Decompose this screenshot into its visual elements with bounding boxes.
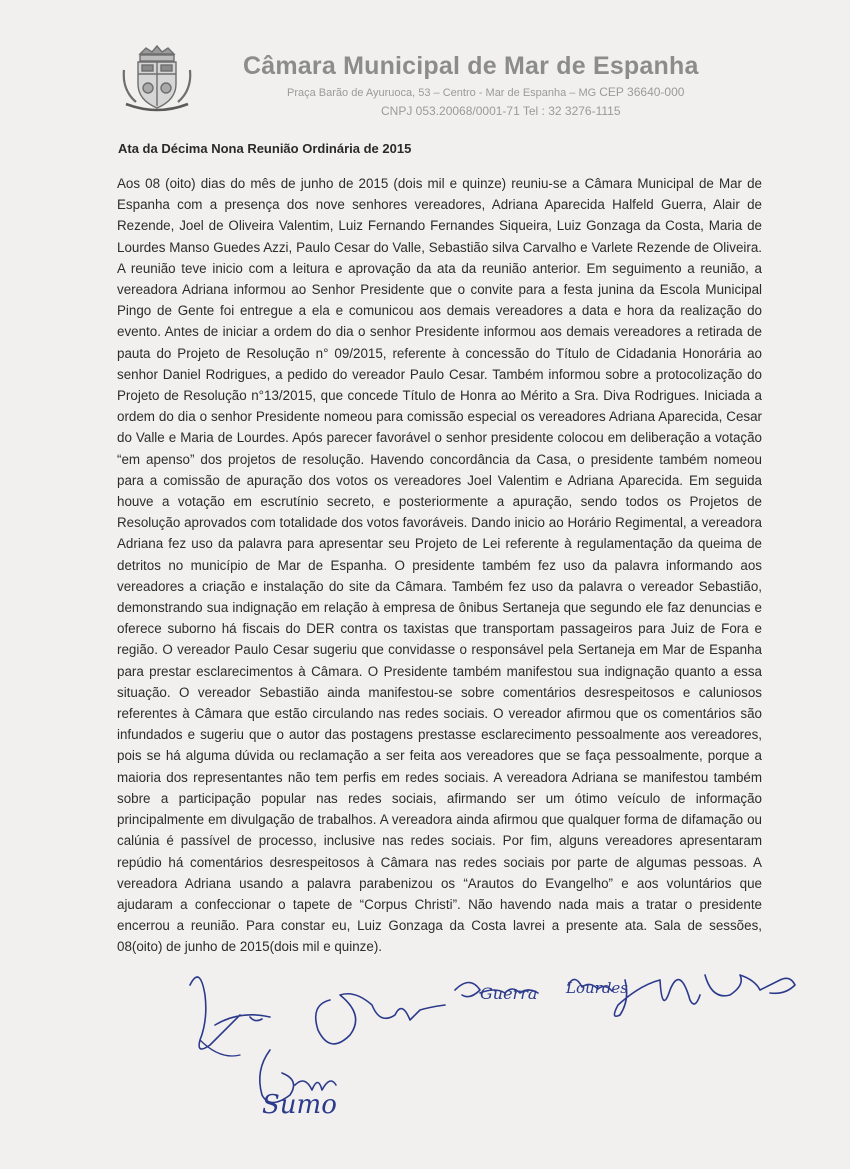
chamber-name: Câmara Municipal de Mar de Espanha <box>243 52 699 80</box>
cep-text: CEP 36640-000 <box>599 85 685 99</box>
chamber-address <box>287 85 684 99</box>
signature-6 <box>705 975 795 996</box>
municipal-crest-icon <box>118 44 196 114</box>
handwritten-signatures <box>0 945 850 1135</box>
signature-guerra: Guerra <box>480 984 538 1003</box>
minutes-title: Ata da Décima Nona Reunião Ordinária de 2015 <box>118 141 412 156</box>
minutes-body: Aos 08 (oito) dias do mês de junho de 2015 (dois mil e quinze) reuniu-se a Câmara Municipal de Mar de Espanha com a presença dos nove senhores vereadores, Adriana Aparecida Halfeld Guerra, Alair de Rezende, Joel de Oliveira Valentim, Luiz Fernando Fernandes Siqueira, Luiz Gonzaga da Costa, Maria de Lourdes Manso Guedes Azzi, Paulo Cesar do Valle, Sebastião silva Carvalho e Varlete Rezende de Oliveira. A reunião teve inicio com a leitura e aprovação da ata da reunião anterior. Em seguimento a reunião, a vereadora Adriana informou ao Senhor Presidente que o convite para a festa junina da Escola Municipal Pingo de Gente foi entregue a ela e comunicou aos demais vereadores a data e hora da realização do evento. Antes de iniciar a ordem do dia o senhor Presidente informou aos demais vereadores a retirada de pauta do Projeto de Resolução n° 09/2015, referente à concessão do Título de Cidadania Honorária ao senhor Daniel Rodrigues, a pedido do vereador Paulo Cesar. Também informou sobre a protocolização do Projeto de Resolução n°13/2015, que concede Título de Honra ao Mérito a Sra. Diva Rodrigues. Iniciada a ordem do dia o senhor Presidente nomeou para comissão especial os vereadores Adriana Aparecida, Cesar do Valle e Maria de Lourdes. Após parecer favorável o senhor presidente colocou em deliberação a votação “em apenso” dos projetos de resolução. Havendo concordância da Casa, o presidente também nomeou para a comissão de apuração dos votos os vereadores Joel Valentim e Adriana Aparecida. Em seguida houve a votação em escrutínio secreto, e posteriormente a apuração, sendo todos os Projetos de Resolução aprovados com totalidade dos votos favoráveis. Dando inicio ao Horário Regimental, a vereadora Adriana fez uso da palavra para apresentar seu Projeto de Lei referente à regulamentação da queima de detritos no município de Mar de Espanha. O presidente também fez uso da palavra informando aos vereadores a criação e instalação do site da Câmara. Também fez uso da palavra o vereador Sebastião, demonstrando sua indignação em relação à empresa de ônibus Sertaneja que segundo ele faz denuncias e oferece suborno há fiscais do DER contra os taxistas que transportam passageiros para Juiz de Fora e região. O vereador Paulo Cesar sugeriu que convidasse o responsável pela Sertaneja em Mar de Espanha para prestar esclarecimentos à Câmara. O Presidente também manifestou sua indignação quanto a essa situação. O vereador Sebastião ainda manifestou-se sobre comentários desrespeitosos e caluniosos referentes à Câmara que estão circulando nas redes sociais. O vereador afirmou que os comentários são infundados e sugeriu que o autor das postagens prestasse esclarecimento pessoalmente aos vereadores, pois se há alguma dúvida ou reclamação a ser feita aos vereadores que se faça pessoalmente, porque a maioria dos representantes não tem perfis em redes sociais. A vereadora Adriana se manifestou também sobre a participação popular nas redes sociais, afirmando ser um ótimo veículo de informação principalmente em divulgação de trabalhos. A vereadora ainda afirmou que qualquer forma de difamação ou calúnia é passível de processo, inclusive nas redes sociais. Por fim, alguns vereadores apresentaram repúdio há comentários desrespeitosos à Câmara nas redes sociais por parte de algumas pessoas. A vereadora Adriana usando a palavra parabenizou os “Arautos do Evangelho” e aos voluntários que ajudaram a confeccionar o tapete de “Corpus Christi”. Não havendo nada mais a tratar o presidente encerrou a reunião. Para constar eu, Luiz Gonzaga da Costa lavrei a presente ata. Sala de sessões, 08(oito) de junho de 2015(dois mil e quinze). <box>117 176 762 955</box>
address-text: Praça Barão de Ayuruoca, 53 – Centro - Mar de Espanha – MG <box>287 87 597 99</box>
signature-sumo: Sumo <box>262 1090 337 1120</box>
signature-2 <box>316 994 445 1044</box>
signature-1 <box>190 977 270 1049</box>
cnpj-phone: CNPJ 053.20068/0001-71 Tel : 32 3276-1115 <box>381 104 621 118</box>
signature-lourdes: Lourdes <box>566 979 628 997</box>
